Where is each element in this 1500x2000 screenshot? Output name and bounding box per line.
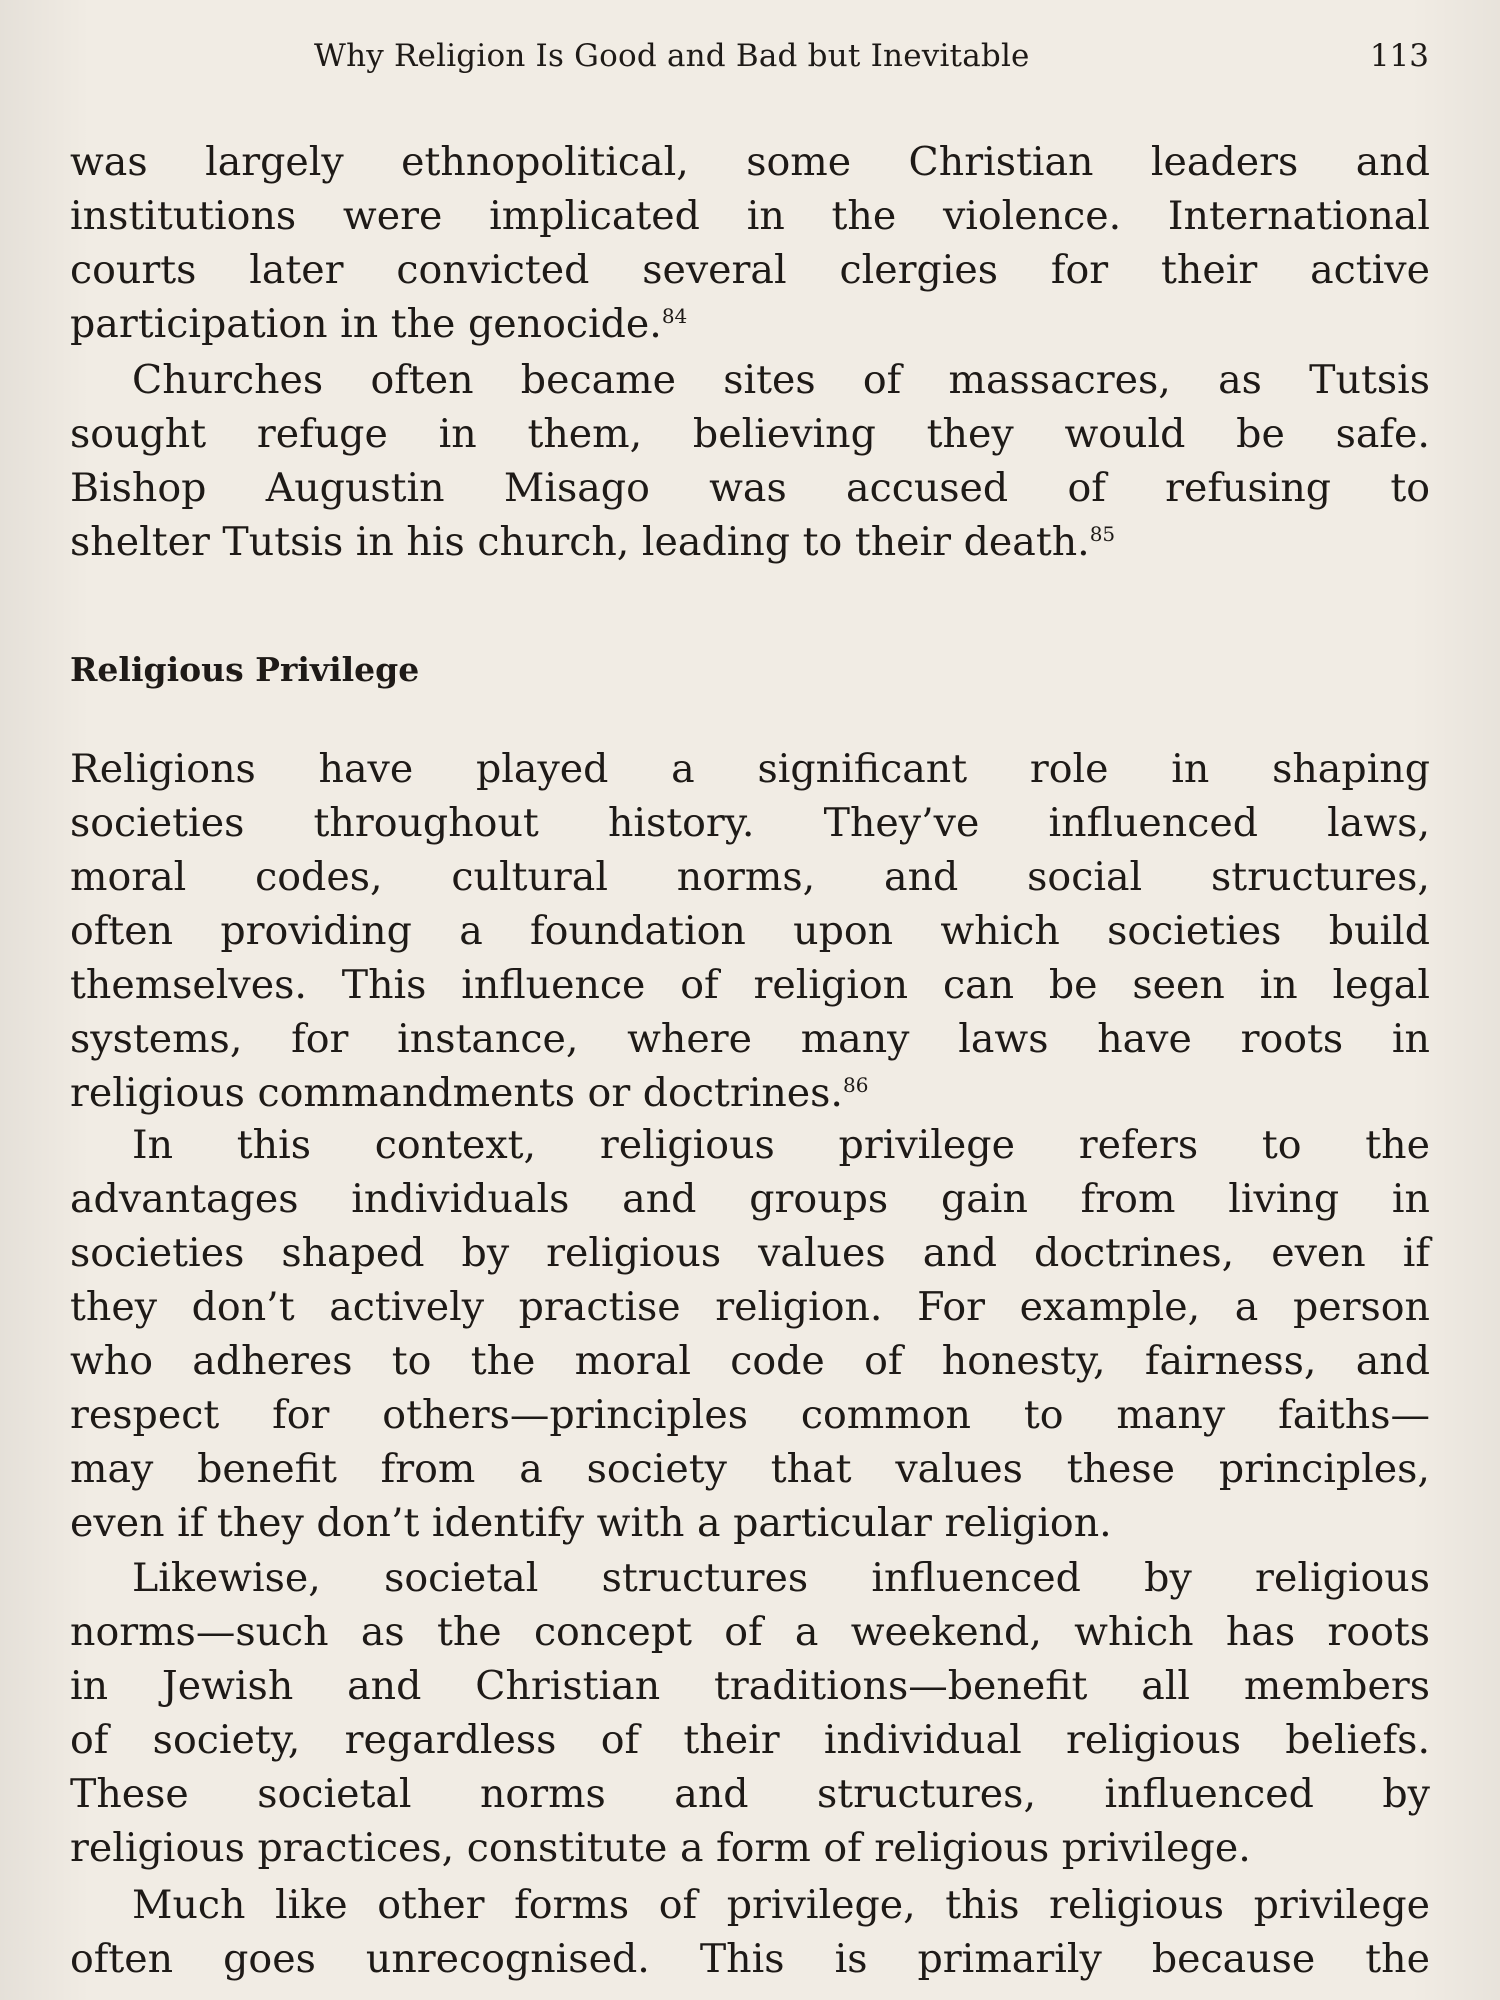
text-line: who adheres to the moral code of honesty, fairness, and: [70, 1338, 1430, 1384]
text-line: was largely ethnopolitical, some Christian leaders and: [70, 139, 1430, 185]
footnote-ref: 85: [1089, 522, 1116, 546]
text-line: sought refuge in them, believing they would be safe.: [70, 411, 1430, 457]
text-line: societies throughout history. They’ve influenced laws,: [70, 800, 1430, 846]
text-line: themselves. This influence of religion can be seen in legal: [70, 962, 1430, 1008]
footnote-ref: 86: [843, 1073, 869, 1097]
text-line: institutions were implicated in the violence. International: [70, 193, 1430, 239]
text-line: Bishop Augustin Misago was accused of refusing to: [70, 465, 1430, 511]
text-line: of society, regardless of their individual religious beliefs.: [70, 1717, 1430, 1763]
text-line: societies shaped by religious values and doctrines, even if: [70, 1230, 1430, 1276]
text-line: religious commandments or doctrines.$^{86}$: [70, 1070, 869, 1116]
paragraph-5: [70, 1551, 1430, 1875]
text-line: courts later convicted several clergies for their active: [70, 247, 1430, 293]
section-heading: Religious Privilege: [70, 650, 420, 689]
text-line: in Jewish and Christian traditions—benefit all members: [70, 1663, 1430, 1709]
text-line: Much like other forms of privilege, this religious privilege: [132, 1882, 1430, 1928]
text-line: Religions have played a significant role in shaping: [70, 746, 1430, 792]
text-line: Likewise, societal structures influenced by religious: [132, 1555, 1430, 1601]
text-line: may benefit from a society that values these principles,: [70, 1446, 1430, 1492]
text-line: advantages individuals and groups gain from living in: [70, 1176, 1430, 1222]
paragraph-3: [70, 742, 1430, 1120]
paragraph-6: [70, 1878, 1430, 1986]
text-line: they don’t actively practise religion. For example, a person: [70, 1284, 1430, 1330]
text-line: moral codes, cultural norms, and social structures,: [70, 854, 1430, 900]
text-line: systems, for instance, where many laws have roots in: [70, 1016, 1430, 1062]
text-line: often goes unrecognised. This is primarily because the: [70, 1936, 1430, 1982]
running-head: Why Religion Is Good and Bad but Inevitable: [314, 38, 1030, 74]
text-line: Churches often became sites of massacres, as Tutsis: [132, 357, 1430, 403]
text-line: respect for others—principles common to many faiths—: [70, 1392, 1430, 1438]
paragraph-1: [70, 135, 1430, 351]
text-line: In this context, religious privilege refers to the: [132, 1122, 1430, 1168]
page-number: 113: [1369, 38, 1429, 74]
text-line: participation in the genocide.$^{84}$: [70, 301, 688, 347]
paragraph-4: [70, 1118, 1430, 1550]
text-line: These societal norms and structures, influenced by: [70, 1771, 1430, 1817]
paragraph-2: [70, 353, 1430, 569]
text-line: even if they don’t identify with a particular religion.: [70, 1500, 1112, 1546]
text-line: religious practices, constitute a form of religious privilege.: [70, 1825, 1251, 1871]
text-line: often providing a foundation upon which societies build: [70, 908, 1430, 954]
text-line: shelter Tutsis in his church, leading to their death.$^{85}$: [70, 519, 1116, 565]
text-line: norms—such as the concept of a weekend, which has roots: [70, 1609, 1430, 1655]
footnote-ref: 84: [661, 304, 688, 328]
